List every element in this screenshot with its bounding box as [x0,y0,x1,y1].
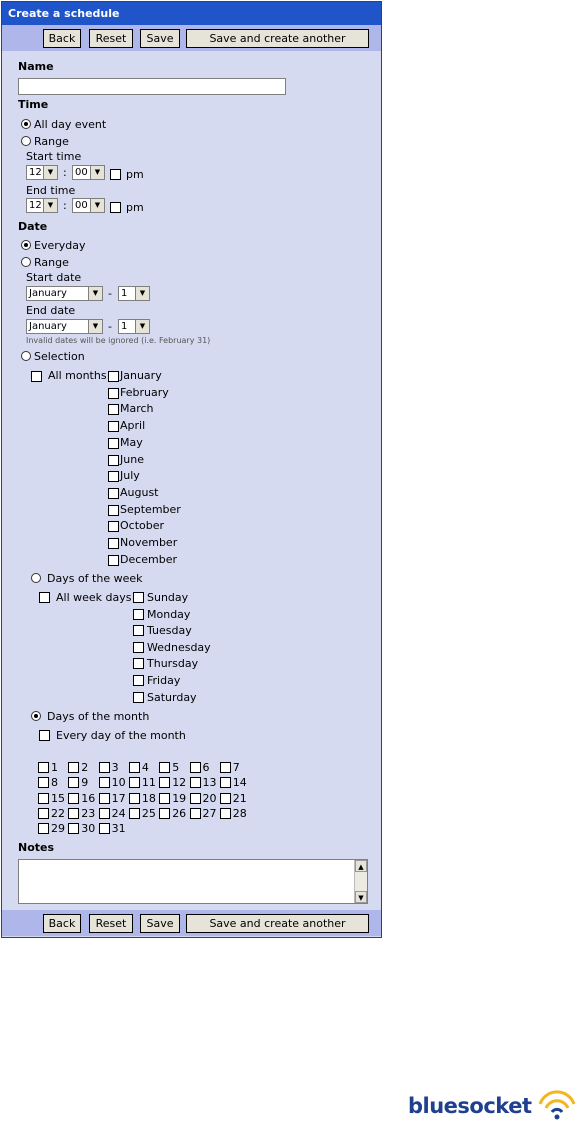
weekday-label: Friday [147,674,181,687]
reset-button[interactable]: Reset [89,29,133,48]
end-pm-checkbox[interactable] [110,202,121,213]
month-day-label: 6 [202,761,210,774]
month-day-checkbox[interactable] [190,793,201,804]
month-day-label: 20 [202,791,217,805]
month-checkbox[interactable] [108,555,119,566]
weekday-label: Sunday [147,591,189,604]
month-day-checkbox[interactable] [38,823,49,834]
invalid-dates-hint: Invalid dates will be ignored (i.e. February 31) [26,336,211,345]
start-date-label: Start date [26,271,82,284]
weekday-checkbox[interactable] [133,642,144,653]
scroll-down-icon[interactable]: ▼ [355,891,367,903]
month-day-label: 14 [232,776,247,790]
bottom-toolbar [2,910,381,936]
month-label: January [120,369,162,382]
month-day-checkbox[interactable] [129,777,140,788]
month-checkbox[interactable] [108,471,119,482]
weekday-checkbox[interactable] [133,625,144,636]
weekday-label: Monday [147,607,191,621]
month-day-checkbox[interactable] [68,762,79,773]
date-label: Date [18,220,48,233]
all-months-checkbox[interactable] [31,371,42,382]
month-day-checkbox[interactable] [159,793,170,804]
month-day-label: 2 [81,761,89,774]
month-day-checkbox[interactable] [159,762,170,773]
month-day-label: 18 [141,791,156,805]
chevron-down-icon: ▼ [43,199,57,212]
chevron-down-icon: ▼ [135,320,149,333]
month-day-label: 9 [81,776,89,790]
month-day-checkbox[interactable] [99,808,110,819]
create-schedule-panel [1,1,382,938]
month-day-label: 3 [111,761,119,774]
month-label: November [120,536,178,549]
month-day-checkbox[interactable] [129,793,140,804]
end-time-label: End time [26,184,76,197]
days-of-week-label: Days of the week [47,572,143,585]
save-button[interactable]: Save [140,914,180,933]
back-button[interactable]: Back [43,29,81,48]
days-of-week-radio[interactable] [31,573,41,583]
month-day-checkbox[interactable] [38,777,49,788]
month-day-checkbox[interactable] [159,777,170,788]
month-day-checkbox[interactable] [220,762,231,773]
month-day-checkbox[interactable] [220,793,231,804]
start-hour-select[interactable]: 12 ▼ [26,165,58,180]
start-time-colon: : [63,166,67,179]
end-day-select[interactable]: 1 ▼ [118,319,150,334]
month-label: April [120,419,146,433]
month-label: December [120,552,178,566]
days-of-month-radio[interactable] [31,711,41,721]
reset-button[interactable]: Reset [89,914,133,933]
month-day-label: 4 [141,761,149,774]
month-day-checkbox[interactable] [159,808,170,819]
weekday-checkbox[interactable] [133,692,144,703]
month-label: September [120,502,181,516]
month-day-label: 10 [111,776,126,790]
month-checkbox[interactable] [108,521,119,532]
month-day-checkbox[interactable] [220,808,231,819]
month-checkbox[interactable] [108,421,119,432]
weekday-checkbox[interactable] [133,592,144,603]
save-and-create-another-button[interactable]: Save and create another [186,914,369,933]
time-label: Time [18,98,49,111]
start-pm-checkbox[interactable] [110,169,121,180]
month-day-checkbox[interactable] [129,808,140,819]
weekday-checkbox[interactable] [133,609,144,620]
month-day-label: 21 [232,791,247,805]
month-day-label: 24 [111,806,126,820]
month-day-label: 15 [51,791,65,805]
month-day-checkbox[interactable] [190,808,201,819]
month-checkbox[interactable] [108,404,119,415]
month-day-label: 8 [51,776,58,790]
chevron-down-icon: ▼ [43,166,57,179]
month-day-label: 17 [111,791,126,805]
month-day-label: 11 [141,776,156,790]
logo-wordmark: bluesocket [408,1094,532,1118]
chevron-down-icon: ▼ [135,287,149,300]
month-day-label: 12 [172,776,187,790]
month-day-checkbox[interactable] [68,823,79,834]
chevron-down-icon: ▼ [90,199,104,212]
back-button[interactable]: Back [43,914,81,933]
date-range-label: Range [34,256,69,269]
weekday-checkbox[interactable] [133,658,144,669]
save-button[interactable]: Save [140,29,180,48]
month-day-checkbox[interactable] [220,777,231,788]
month-day-checkbox[interactable] [38,762,49,773]
chevron-down-icon: ▼ [88,287,102,300]
everyday-radio[interactable] [21,240,31,250]
every-day-of-month-label: Every day of the month [56,729,186,742]
month-day-checkbox[interactable] [190,762,201,773]
all-week-days-checkbox[interactable] [39,592,50,603]
name-label: Name [18,60,54,73]
month-label: March [120,402,154,416]
month-day-label: 19 [172,791,187,805]
end-date-dash: - [108,320,112,333]
end-pm-label: pm [126,201,144,214]
month-day-checkbox[interactable] [99,793,110,804]
weekday-label: Tuesday [147,624,192,638]
time-range-label: Range [34,135,69,148]
month-day-checkbox[interactable] [190,777,201,788]
start-pm-label: pm [126,168,144,181]
weekday-checkbox[interactable] [133,675,144,686]
scroll-up-icon[interactable]: ▲ [355,860,367,872]
month-day-label: 28 [232,806,247,820]
month-checkbox[interactable] [108,371,119,382]
month-label: August [120,485,159,499]
month-label: October [120,519,165,533]
notes-scrollbar[interactable] [354,860,367,903]
name-input[interactable] [18,78,286,95]
notes-label: Notes [18,841,55,854]
bluesocket-logo [408,1088,578,1124]
end-date-label: End date [26,304,76,317]
month-day-label: 7 [232,761,240,774]
save-and-create-another-button[interactable]: Save and create another [186,29,369,48]
date-range-radio[interactable] [21,257,31,267]
month-checkbox[interactable] [108,388,119,399]
month-checkbox[interactable] [108,488,119,499]
month-checkbox[interactable] [108,538,119,549]
month-day-label: 26 [172,806,187,820]
month-day-checkbox[interactable] [38,793,49,804]
all-months-label: All months [48,369,107,382]
month-day-label: 5 [172,761,180,774]
end-time-colon: : [63,199,67,212]
all-day-event-radio[interactable] [21,119,31,129]
month-day-checkbox[interactable] [38,808,49,819]
month-label: June [120,452,144,466]
month-day-checkbox[interactable] [99,762,110,773]
month-day-label: 27 [202,806,217,820]
weekday-label: Thursday [147,657,199,671]
month-day-label: 13 [202,776,217,790]
selection-radio[interactable] [21,351,31,361]
start-time-label: Start time [26,150,82,163]
time-range-radio[interactable] [21,136,31,146]
top-toolbar [2,25,381,51]
month-label: July [120,469,140,483]
month-day-checkbox[interactable] [99,777,110,788]
month-day-checkbox[interactable] [68,808,79,819]
month-checkbox[interactable] [108,455,119,466]
weekday-label: Wednesday [147,640,211,654]
start-minute-select[interactable]: 00 ▼ [72,165,105,180]
end-hour-select[interactable]: 12 ▼ [26,198,58,213]
end-minute-select[interactable]: 00 ▼ [72,198,105,213]
month-label: May [120,435,143,449]
month-day-label: 1 [51,761,58,774]
panel-title: Create a schedule [2,2,381,25]
days-of-month-label: Days of the month [47,710,150,723]
month-day-label: 23 [81,806,96,820]
notes-textarea[interactable] [18,859,368,904]
month-day-label: 25 [141,806,156,820]
month-day-checkbox[interactable] [99,823,110,834]
selection-label: Selection [34,350,85,363]
chevron-down-icon: ▼ [90,166,104,179]
chevron-down-icon: ▼ [88,320,102,333]
end-month-select[interactable]: January ▼ [26,319,103,334]
month-day-label: 30 [81,822,96,836]
month-checkbox[interactable] [108,505,119,516]
every-day-of-month-checkbox[interactable] [39,730,50,741]
start-month-select[interactable]: January ▼ [26,286,103,301]
month-day-label: 22 [51,806,65,820]
wifi-signal-icon [536,1088,578,1124]
month-checkbox[interactable] [108,438,119,449]
month-day-checkbox[interactable] [68,777,79,788]
month-day-label: 16 [81,791,96,805]
start-date-dash: - [108,287,112,300]
month-day-checkbox[interactable] [129,762,140,773]
everyday-label: Everyday [34,239,86,252]
start-day-select[interactable]: 1 ▼ [118,286,150,301]
weekday-label: Saturday [147,690,197,704]
month-label: February [120,385,169,399]
month-day-label: 29 [51,822,65,836]
month-day-label: 31 [111,822,126,836]
all-week-days-label: All week days [56,591,132,604]
month-day-checkbox[interactable] [68,793,79,804]
all-day-event-label: All day event [34,118,107,131]
